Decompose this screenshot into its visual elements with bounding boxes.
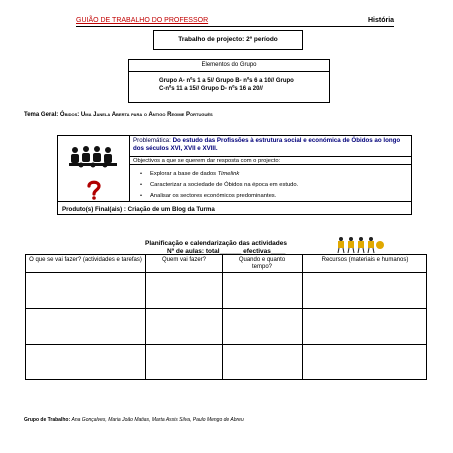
footer-names: Ana Gonçalves, Maria João Matias, Marta Assis Silva, Paulo Mengo de Abreu — [71, 417, 244, 423]
objective-item: • Explorar a base de dados Timelink — [150, 169, 298, 180]
column-header-who: Quem vai fazer? — [161, 257, 207, 263]
divider — [57, 201, 412, 202]
people-dancing-icon — [336, 236, 386, 254]
tema-value: Óbidos: Uma Janela Aberta para o Antigo Regime Português — [59, 112, 213, 118]
row-divider — [25, 344, 427, 345]
document-subject: História — [368, 17, 395, 24]
problem-statement — [133, 137, 409, 152]
objective-item: • Caracterizar a sociedade de Óbidos na época em estudo. — [150, 180, 298, 191]
group-line-2: C-nºs 11 a 15// Grupo D- nºs 16 a 20// — [159, 86, 263, 92]
question-mark-icon — [85, 180, 103, 200]
planning-subtitle: Nº de aulas: total______ efectivas____ — [167, 248, 286, 255]
planning-title: Planificação e calendarização das actividades — [145, 240, 287, 247]
column-header-activities: O que se vai fazer? (actividades e tarefas) — [29, 257, 142, 263]
footer-credits — [24, 417, 244, 423]
header-rule — [76, 26, 394, 27]
project-title-box: Trabalho de projecto: 2º período — [153, 30, 303, 50]
column-header-when: Quando e quanto tempo? — [238, 257, 286, 270]
group-box — [128, 59, 330, 103]
divider — [130, 156, 412, 157]
column-header-resources: Recursos (materiais e humanos) — [321, 257, 409, 263]
objective-item: • Analisar os sectores económicos predominantes. — [150, 191, 298, 202]
group-box-title: Elementos do Grupo — [201, 62, 257, 68]
objectives-intro: Objectivos a que se querem dar resposta com o projecto: — [133, 158, 281, 164]
problem-text: Do estudo das Profissões à estrutura social e económica de Óbidos ao longo dos séculos XVI, XVII e XVIII. — [133, 137, 401, 152]
tema-geral — [24, 112, 213, 118]
row-divider — [25, 308, 427, 309]
group-list — [129, 72, 329, 93]
divider — [130, 164, 412, 165]
group-line-1: Grupo A- nºs 1 a 5// Grupo B- nºs 6 a 10// Grupo — [159, 78, 294, 84]
people-meeting-icon — [67, 145, 119, 171]
footer-label: Grupo de Trabalho: — [24, 417, 71, 423]
tema-label: Tema Geral: — [24, 112, 59, 118]
final-product: Produto(s) Final(ais) : Criação de um Blog da Turma — [62, 206, 215, 213]
document-header-title: GUIÃO DE TRABALHO DO PROFESSOR — [76, 17, 209, 24]
problem-label: Problemática: — [133, 137, 171, 144]
objectives-list — [150, 169, 298, 202]
row-divider — [25, 272, 427, 273]
